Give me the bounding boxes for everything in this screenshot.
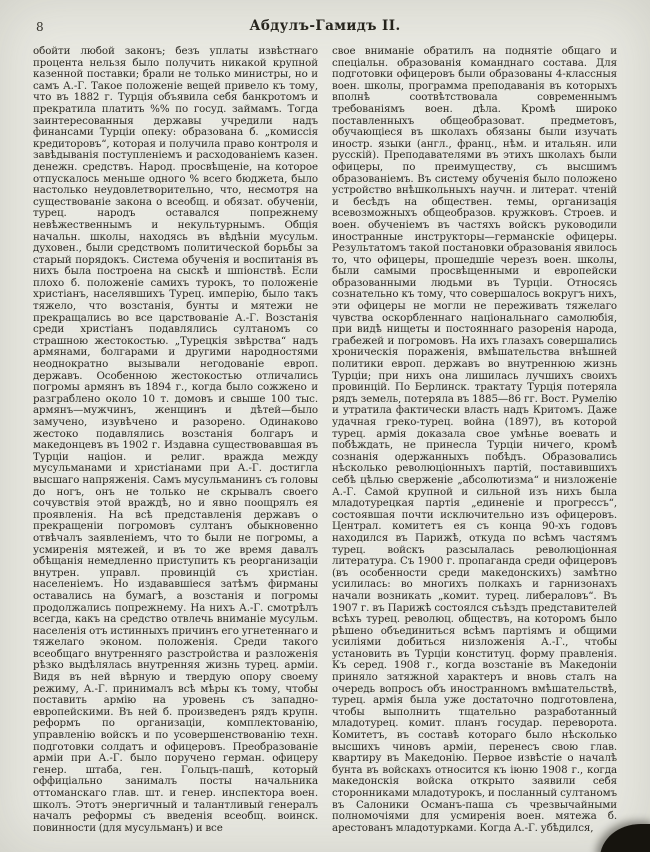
running-title: Абдулъ-Гамидъ II. xyxy=(249,18,401,34)
text-columns xyxy=(0,40,650,836)
page-number: 8 xyxy=(36,20,44,34)
right-column-text: свое вниманіе обратилъ на поднятіе общаго и спеціальн. образованія команднаго состава. Для подготовки офицеровъ были образованы 4-классныя воен. школы, программа преподаванія въ которыхъ вполнѣ соотвѣтствовала современнымъ требованіямъ воен. дѣла. Кромѣ широко поставленныхъ общеобразоват. предметовъ, обучающіеся въ школахъ обязаны были изучать иностр. языки (англ., франц., нѣм. и итальян. или русскій). Преподавателями въ этихъ школахъ были офицеры, по преимуществу, съ высшимъ образованіемъ. Въ систему обученія было положено устройство внѣшкольныхъ научн. и литерат. чтеній и бесѣдъ на обществен. темы, организація всевозможныхъ общеобразов. кружковъ. Строев. и воен. обученіемъ въ частяхъ войскъ руководили иностранные инструкторы—германскіе офицеры. Результатомъ такой постановки образованія явилось то, что офицеры, прошедшіе черезъ воен. школы, были самыми просвѣщенными и европейски образованными людьми въ Турціи. Относясь сознательно къ тому, что совершалось вокругъ нихъ, эти офицеры не могли не переживать тяжелаго чувства оскорбленнаго національнаго самолюбія, при видѣ нищеты и постояннаго разоренія народа, грабежей и погромовъ. На ихъ глазахъ совершались хроническія пораженія, вмѣшательства внѣшней политики европ. державъ во внутреннюю жизнь Турціи; при нихъ она лишилась лучшихъ своихъ провинцій. По Берлинск. трактату Турція потеряла рядъ земель, потеряла въ 1885—86 гг. Вост. Румелію и утратила фактически власть надъ Критомъ. Даже удачная греко-турец. война (1897), въ которой турец. армія доказала свое умѣнье воевать и побѣждать, не принесла Турціи ничего, кромѣ сознанія одержанныхъ побѣдъ. Образовались нѣсколько революціонныхъ партій, поставившихъ себѣ цѣлью сверженіе „абсолютизма“ и низложеніе А.-Г. Самой крупной и сильной изъ нихъ была младотурецкая партія „единеніе и прогрессъ“, состоявшая почти исключительно изъ офицеровъ. Централ. комитетъ ея съ конца 90-хъ годовъ находился въ Парижѣ, откуда по всѣмъ частямъ турец. войскъ разсылалась революціонная литература. Съ 1900 г. пропаганда среди офицеровъ (въ особенности среди македонскихъ) замѣтно усилилась: во многихъ полкахъ и гарнизонахъ начали возникать „комит. турец. либераловъ“. Въ 1907 г. въ Парижѣ состоялся съѣздъ представителей всѣхъ турец. революц. обществъ, на которомъ было рѣшено объединиться всѣмъ партіямъ и общими усиліями добиться низложенія А.-Г., чтобы установить въ Турціи конституц. форму правленія. Къ серед. 1908 г., когда возстаніе въ Македоніи приняло затяжной характеръ и вновь сталъ на очередь вопросъ объ иностранномъ вмѣшательствѣ, турец. армія была уже достаточно подготовлена, чтобы выполнить тщательно разработанный младотурец. комит. планъ государ. переворота. Комитетъ, въ составѣ котораго было нѣсколько высшихъ чиновъ арміи, перенесъ свою глав. квартиру въ Македонію. Первое извѣстіе о началѣ бунта въ войскахъ относится къ іюню 1908 г., когда македонскія войска открыто заявили себя сторонниками младотурокъ, и посланный султаномъ въ Салоники Османъ-паша съ чрезвычайными полномочіями для усмиренія воен. мятежа б. арестованъ младотурками. Когда А.-Г. убѣдился, xyxy=(332,46,617,834)
page-header xyxy=(0,0,650,40)
left-column-text: обойти любой законъ; безъ уплаты извѣстнаго процента нельзя было получить никакой крупной казенной поставки; брали не только министры, но и самъ А.-Г. Такое положеніе вещей привело къ тому, что въ 1882 г. Турція объявила себя банкротомъ и прекратила платить %% по госуд. займамъ. Тогда заинтересованныя державы учредили надъ финансами Турціи опеку: образована б. „комиссія кредиторовъ“, которая и получила право контроля и завѣдыванія поступленіемъ и расходованіемъ казен. денежн. средствъ. Народ. просвѣщеніе, на которое отпускалось меньше одного % всего бюджета, было настолько неудовлетворительно, что, несмотря на существованіе закона о всеобщ. и обязат. обученіи, турец. народъ оставался попрежнему невѣжественнымъ и некультурнымъ. Общія начальн. школы, находясь въ вѣдѣніи мусульм. духовен., были средствомъ политической борьбы за старый порядокъ. Система обученія и воспитанія въ нихъ была построена на сыскѣ и шпіонствѣ. Если плохо б. положеніе самихъ турокъ, то положеніе христіанъ, населявшихъ Турец. имперію, было такъ тяжело, что возстанія, бунты и мятежи не прекращались во все царствованіе А.-Г. Возстанія среди христіанъ подавлялись султаномъ со страшною жестокостью. „Турецкія звѣрства“ надъ армянами, болгарами и другими народностями неоднократно вызывали негодованіе европ. державъ. Особенною жестокостью отличались погромы армянъ въ 1894 г., когда было сожжено и разграблено около 10 т. домовъ и свыше 100 тыс. армянъ—мужчинъ, женщинъ и дѣтей—было замучено, изувѣчено и разорено. Одинаково жестоко подавлялись возстанія болгаръ и македонцевъ въ 1902 г. Издавна существовавшая въ Турціи націон. и религ. вражда между мусульманами и христіанами при А.-Г. достигла высшаго напряженія. Самъ мусульманинъ съ головы до ногъ, онъ не только не скрывалъ своего сочувствія этой враждѣ, но и явно поощрялъ ея проявленія. На всѣ представленія державъ о прекращеніи погромовъ султанъ обыкновенно отвѣчалъ заявленіемъ, что то были не погромы, а усмиренія мятежей, и въ то же время давалъ обѣщанія немедленно приступить къ реорганизаціи внутрен. управл. провинцій съ христіан. населеніемъ. Но издававшіеся затѣмъ фирманы оставались на бумагѣ, а возстанія и погромы продолжались попрежнему. На нихъ А.-Г. смотрѣлъ всегда, какъ на средство отвлечь вниманіе мусульм. населенія отъ истинныхъ причинъ его угнетеннаго и тяжелаго эконом. положенія. Среди такого всеобщаго внутренняго разстройства и разложенія рѣзко выдѣлялась внутренняя жизнь турец. арміи. Видя въ ней вѣрную и твердую опору своему режиму, А.-Г. принималъ всѣ мѣры къ тому, чтобы поставить армію на уровень съ западно-европейскими. Въ ней б. произведенъ рядъ крупн. реформъ по организаціи, комплектованію, управленію войскъ и по усовершенствованію техн. подготовки солдатъ и офицеровъ. Преобразованіе арміи при А.-Г. было поручено герман. офицеру генер. штаба, ген. Гольцъ-пашѣ, который оффиціально занималъ посты начальника оттоманскаго глав. шт. и генер. инспектора воен. школъ. Этотъ энергичный и талантливый генералъ началъ реформы съ введенія всеобщ. воинск. повинности (для мусульманъ) и все xyxy=(33,46,318,834)
